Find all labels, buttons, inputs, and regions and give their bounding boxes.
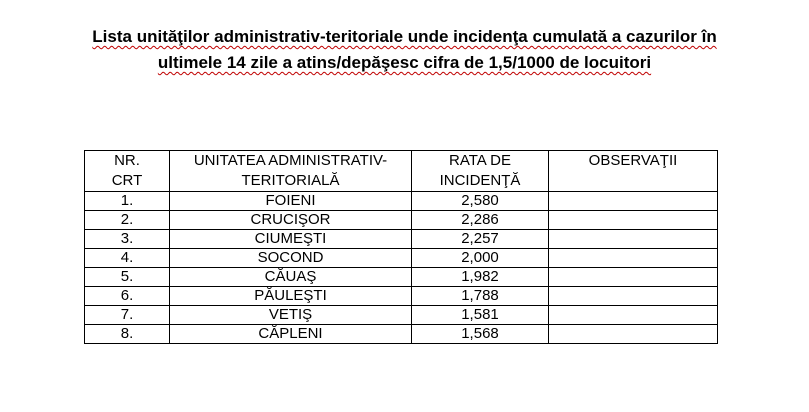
- header-unit-line1: UNITATEA ADMINISTRATIV-: [193, 152, 388, 169]
- cell-notes: [549, 211, 718, 230]
- cell-notes: [549, 306, 718, 325]
- table-row: [85, 268, 718, 287]
- cell-nr: 3.: [85, 230, 170, 249]
- cell-rate: 1,568: [412, 325, 549, 344]
- header-notes-label: OBSERVAŢII: [588, 152, 678, 169]
- cell-unit: VETIŞ: [170, 306, 412, 325]
- header-rate-line1: RATA DE: [449, 152, 511, 169]
- cell-notes: [549, 325, 718, 344]
- header-nr-line1: NR.: [114, 152, 140, 169]
- cell-unit: CIUMEŞTI: [170, 230, 412, 249]
- title-line-1: Lista unităţilor administrativ-teritoriale unde incidenţa cumulată a cazurilor în: [92, 27, 717, 46]
- cell-unit: PĂULEŞTI: [170, 287, 412, 306]
- cell-nr: 5.: [85, 268, 170, 287]
- cell-unit: FOIENI: [170, 192, 412, 211]
- cell-rate: 1,982: [412, 268, 549, 287]
- table-row: [85, 306, 718, 325]
- header-unit-line2: TERITORIALĂ: [241, 172, 340, 189]
- header-nr-crt: [85, 151, 170, 192]
- cell-unit: CĂUAŞ: [170, 268, 412, 287]
- table-row: [85, 287, 718, 306]
- title-line-2: ultimele 14 zile a atins/depăşesc cifra de 1,5/1000 de locuitori: [157, 53, 652, 72]
- cell-notes: [549, 287, 718, 306]
- cell-nr: 6.: [85, 287, 170, 306]
- table-row: [85, 249, 718, 268]
- cell-nr: 2.: [85, 211, 170, 230]
- cell-notes: [549, 249, 718, 268]
- cell-unit: CĂPLENI: [170, 325, 412, 344]
- cell-rate: 2,000: [412, 249, 549, 268]
- cell-notes: [549, 192, 718, 211]
- cell-nr: 7.: [85, 306, 170, 325]
- header-nr-line2: CRT: [111, 172, 143, 189]
- cell-unit: SOCOND: [170, 249, 412, 268]
- cell-rate: 2,286: [412, 211, 549, 230]
- cell-nr: 4.: [85, 249, 170, 268]
- units-table: [84, 150, 718, 344]
- header-notes: [549, 151, 718, 192]
- cell-rate: 1,581: [412, 306, 549, 325]
- table-header-row: [85, 151, 718, 192]
- cell-notes: [549, 230, 718, 249]
- cell-notes: [549, 268, 718, 287]
- table-row: [85, 211, 718, 230]
- cell-rate: 2,257: [412, 230, 549, 249]
- table-row: [85, 325, 718, 344]
- cell-nr: 8.: [85, 325, 170, 344]
- document-title: [0, 24, 809, 76]
- table-row: [85, 192, 718, 211]
- table-row: [85, 230, 718, 249]
- header-unit: [170, 151, 412, 192]
- cell-rate: 1,788: [412, 287, 549, 306]
- cell-nr: 1.: [85, 192, 170, 211]
- header-rate-line2: INCIDENŢĂ: [439, 172, 521, 189]
- cell-unit: CRUCIŞOR: [170, 211, 412, 230]
- cell-rate: 2,580: [412, 192, 549, 211]
- header-rate: [412, 151, 549, 192]
